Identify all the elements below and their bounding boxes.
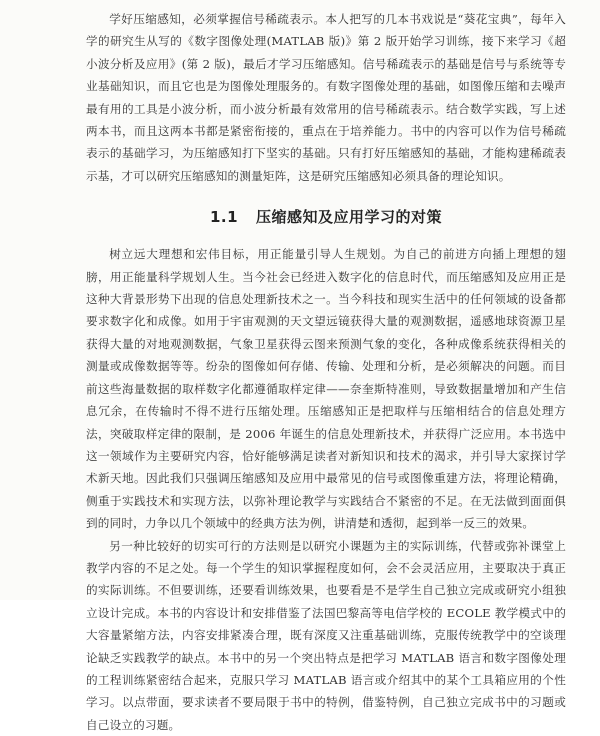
- section-title: 压缩感知及应用学习的对策: [256, 208, 443, 227]
- body-paragraph-2: 另一种比较好的切实可行的方法则是以研究小课题为主的实际训练，代替或弥补课堂上教学内容的不足之处。每一个学生的知识掌握程度如何，会不会灵活应用，主要取决于真正的实际训练。不但要训练，还要看训练效果，也要看是不是学生自己独立完成或研究小组独立设计完成。本书的内容设计和安排借鉴了法国巴黎高等电信学校的 ECOLE 教学模式中的大容量紧缩方法，内容安排紧凑合理，既有深度又注重基础训练，克服传统教学中的空谈理论缺乏实践教学的缺点。本书中的另一个突出特点是把学习 MATLAB 语言和数字图像处理的工程训练紧密结合起来，克服只学习 MATLAB 语言或介绍其中的某个工具箱应用的个性学习。以点带面，要求读者不要局限于书中的特例，借鉴特例，自己独立完成书中的习题或自己设立的习题。: [86, 538, 566, 732]
- section-heading: [86, 207, 566, 227]
- body-paragraph-1: 树立远大理想和宏伟目标，用正能量引导人生规划。为自己的前进方向插上理想的翅膀，用正能量科学规划人生。当今社会已经进入数字化的信息时代，而压缩感知及应用正是这种大背景形势下出现的信息处理新技术之一。当今科技和现实生活中的任何领域的设备都要求数字化和成像。如用于宇宙观测的天文望远镜获得大量的观测数据，遥感地球资源卫星获得大量的对地观测数据，气象卫星获得云图来预测气象的变化，各种成像系统获得相关的测量或成像数据等等。纷杂的图像如何存储、传输、处理和分析，是必须解决的问题。而目前这些海量数据的取样数字化都遵循取样定律——奈奎斯特准则，导致数据量增加和产生信息冗余，在传输时不得不进行压缩处理。压缩感知正是把取样与压缩相结合的信息处理方法，突破取样定律的限制，是 2006 年诞生的信息处理新技术，并获得广泛应用。本书选中这一领域作为主要研究内容，恰好能够满足读者对新知识和技术的渴求，并引导大家探讨学术新天地。因此我们只强调压缩感知及应用中最常见的信号或图像重建方法，将理论精确，侧重于实践技术和实现方法，以弥补理论教学与实践结合不紧密的不足。在无法做到面面俱到的同时，力争以几个领域中的经典方法为例，讲清楚和透彻，起到举一反三的效果。: [86, 247, 566, 531]
- intro-paragraph: 学好压缩感知，必须掌握信号稀疏表示。本人把写的几本书戏说是“葵花宝典”，每年入学的研究生从写的《数字图像处理(MATLAB 版)》第 2 版开始学习训练，接下来学习《超小波分析及应用》(第 2 版)，最后才学习压缩感知。信号稀疏表示的基础是信号与系统等专业基础知识，而且它也是为图像处理服务的。有数字图像处理的基础，如图像压缩和去噪声最有用的工具是小波分析，而小波分析最有效常用的信号稀疏表示。结合数学实践，写上述两本书，而且这两本书都是紧密衔接的，重点在于培养能力。书中的内容可以作为信号稀疏表示的基础学习，为压缩感知打下坚实的基础。只有打好压缩感知的基础，才能构建稀疏表示基，才可以研究压缩感知的测量矩阵，这是研究压缩感知必须具备的理论知识。: [86, 12, 566, 183]
- section-number: 1.1: [209, 208, 239, 227]
